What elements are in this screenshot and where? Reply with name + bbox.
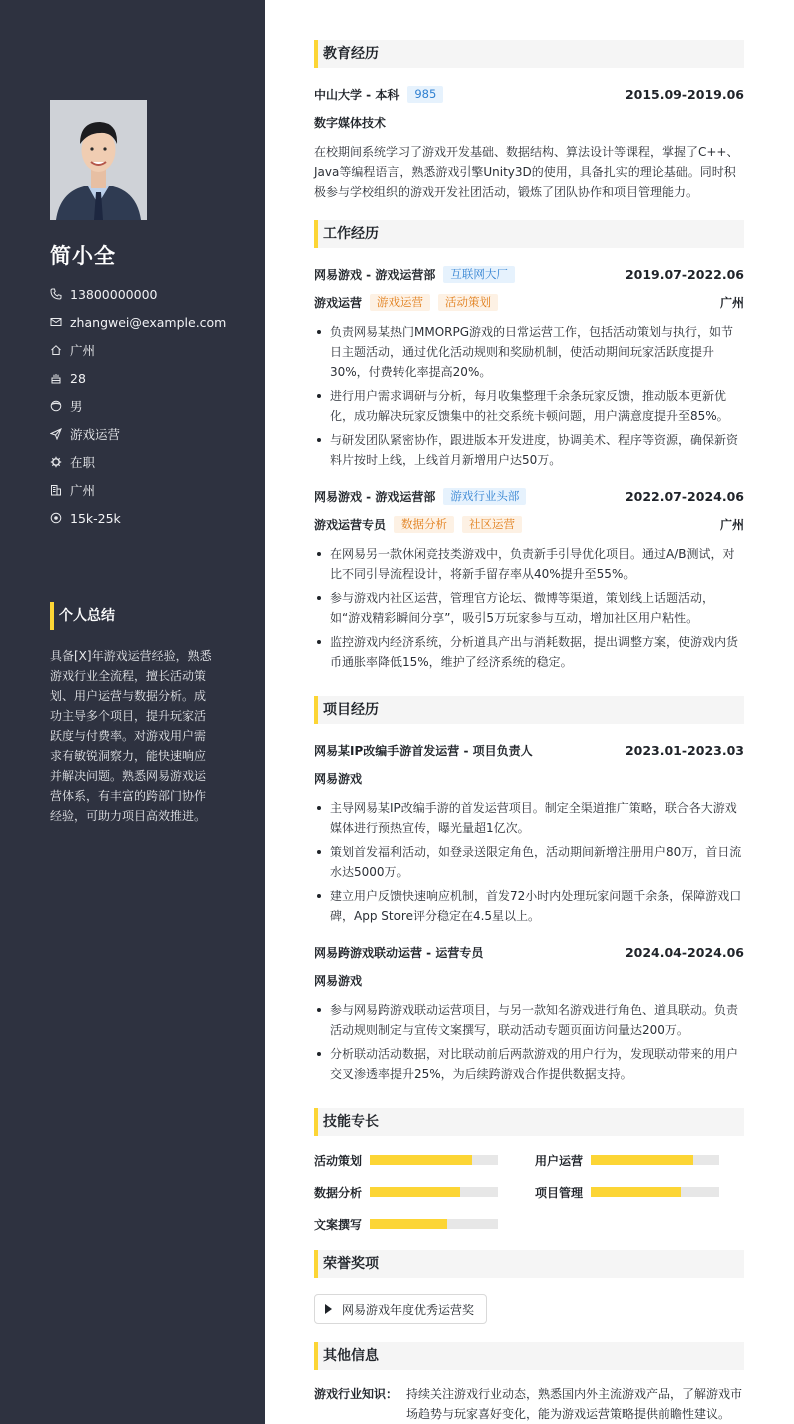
education-title: 教育经历 <box>314 40 744 68</box>
company-name: 网易游戏 - 游戏运营部 <box>314 267 436 282</box>
info-text: 15k-25k <box>70 510 121 526</box>
list-item: 与研发团队紧密协作，跟进版本开发进度，协调美术、程序等资源，确保新资料片按时上线，上线首月新增用户达50万。 <box>314 430 744 470</box>
skill-bar <box>370 1155 498 1165</box>
other-label: 游戏行业知识： <box>314 1387 399 1401</box>
building-icon <box>50 484 62 496</box>
list-item: 监控游戏内经济系统，分析道具产出与消耗数据，提出调整方案，使游戏内货币通胀率降低15%，维护了经济系统的稳定。 <box>314 632 744 672</box>
project-name: 网易跨游戏联动运营 - 运营专员 <box>314 945 484 960</box>
profile-name: 简小全 <box>50 244 116 268</box>
summary-text: 具备[X]年游戏运营经验，熟悉游戏行业全流程，擅长活动策划、用户运营与数据分析。成功主导多个项目，提升玩家活跃度与付费率。对游戏用户需求有敏锐洞察力，能快速响应并解决问题。熟悉网易游戏运营体系，有丰富的跨部门协作经验，可助力项目高效推进。 <box>50 649 212 823</box>
info-text: zhangwei@example.com <box>70 314 227 330</box>
skill-item <box>314 1146 535 1174</box>
info-item-email <box>50 308 226 336</box>
main-content <box>314 40 744 1424</box>
skill-bar-fill <box>370 1219 447 1229</box>
other-text: 持续关注游戏行业动态，熟悉国内外主流游戏产品，了解游戏市场趋势与玩家喜好变化，能为游戏运营策略提供前瞻性建议。 <box>406 1387 743 1421</box>
info-text: 男 <box>70 399 83 414</box>
contact-info-list <box>50 280 226 532</box>
role-tag: 活动策划 <box>438 294 498 311</box>
info-item-gender <box>50 392 226 420</box>
mail-icon <box>50 316 62 328</box>
skills-title: 技能专长 <box>314 1108 744 1136</box>
project-date: 2024.04-2024.06 <box>624 944 744 960</box>
project-date: 2023.01-2023.03 <box>624 742 744 758</box>
role-tag: 游戏运营 <box>370 294 430 311</box>
info-text: 13800000000 <box>70 286 158 302</box>
info-item-work-city <box>50 476 226 504</box>
info-item-phone <box>50 280 226 308</box>
skill-bar <box>591 1187 719 1197</box>
info-item-status <box>50 448 226 476</box>
major: 数字媒体技术 <box>314 115 387 130</box>
list-item: 进行用户需求调研与分析，每月收集整理千余条玩家反馈，推动版本更新优化，成功解决玩家反馈集中的社交系统卡顿问题，用户满意度提升至85%。 <box>314 386 744 426</box>
education-desc: 在校期间系统学习了游戏开发基础、数据结构、算法设计等课程，掌握了C++、Java等编程语言，熟悉游戏引擎Unity3D的使用，具备扎实的理论基础。同时积极参与学校组织的游戏开发社团活动，锻炼了团队协作和项目管理能力。 <box>314 145 739 199</box>
sidebar <box>0 0 265 1424</box>
award-label: 网易游戏年度优秀运营奖 <box>342 1302 475 1317</box>
info-item-city <box>50 336 226 364</box>
skill-label: 用户运营 <box>535 1153 584 1168</box>
work-role-row <box>314 288 744 316</box>
project-header <box>314 938 744 966</box>
skill-item <box>535 1178 744 1206</box>
role: 游戏运营专员 <box>314 517 387 532</box>
list-item: 负责网易某热门MMORPG游戏的日常运营工作，包括活动策划与执行，如节日主题活动，通过优化活动规则和奖励机制，使活动期间玩家活跃度提升30%，付费转化率提高20%。 <box>314 322 744 382</box>
info-item-salary <box>50 504 226 532</box>
skill-label: 文案撰写 <box>314 1217 363 1232</box>
school-tag: 985 <box>407 86 443 103</box>
summary-title: 个人总结 <box>50 602 115 630</box>
list-item: 主导网易某IP改编手游的首发运营项目。制定全渠道推广策略，联合各大游戏媒体进行预热宣传，曝光量超1亿次。 <box>314 798 744 838</box>
award-item[interactable] <box>314 1294 487 1324</box>
company-tag: 游戏行业头部 <box>443 488 526 505</box>
list-item: 建立用户反馈快速响应机制，首发72小时内处理玩家问题千余条，保障游戏口碑，App Store评分稳定在4.5星以上。 <box>314 886 744 926</box>
play-icon <box>325 1304 332 1314</box>
skill-item <box>314 1210 535 1238</box>
work-item <box>314 260 744 470</box>
info-text: 广州 <box>70 343 96 358</box>
education-date: 2015.09-2019.06 <box>624 86 744 102</box>
info-text: 在职 <box>70 455 96 470</box>
skill-item <box>314 1178 535 1206</box>
work-bullets <box>314 544 744 672</box>
work-city: 广州 <box>719 517 744 532</box>
other-info <box>314 1384 744 1424</box>
work-date: 2022.07-2024.06 <box>624 488 744 504</box>
role-tag: 数据分析 <box>394 516 454 533</box>
project-org: 网易游戏 <box>314 771 363 786</box>
project-item <box>314 736 744 926</box>
work-header <box>314 260 744 288</box>
project-name: 网易某IP改编手游首发运营 - 项目负责人 <box>314 743 533 758</box>
project-bullets <box>314 798 744 926</box>
project-bullets <box>314 1000 744 1084</box>
other-title: 其他信息 <box>314 1342 744 1370</box>
phone-icon <box>50 288 62 300</box>
skill-label: 活动策划 <box>314 1153 363 1168</box>
skill-bar <box>591 1155 719 1165</box>
project-org-row <box>314 764 744 792</box>
home-icon <box>50 344 62 356</box>
skill-label: 数据分析 <box>314 1185 363 1200</box>
work-role-row <box>314 510 744 538</box>
skill-bar-fill <box>370 1155 472 1165</box>
work-date: 2019.07-2022.06 <box>624 266 744 282</box>
work-header <box>314 482 744 510</box>
school-name: 中山大学 - 本科 <box>314 87 400 102</box>
info-text: 广州 <box>70 483 96 498</box>
work-item <box>314 482 744 672</box>
work-bullets <box>314 322 744 470</box>
info-text: 28 <box>70 370 86 386</box>
role: 游戏运营 <box>314 295 363 310</box>
info-item-job <box>50 420 226 448</box>
list-item: 分析联动活动数据，对比联动前后两款游戏的用户行为，发现联动带来的用户交叉渗透率提升25%，为后续跨游戏合作提供数据支持。 <box>314 1044 744 1084</box>
project-org-row <box>314 966 744 994</box>
salary-icon <box>50 512 62 524</box>
info-text: 游戏运营 <box>70 427 121 442</box>
work-city: 广州 <box>719 295 744 310</box>
list-item: 策划首发福利活动，如登录送限定角色，活动期间新增注册用户80万，首日流水达5000万。 <box>314 842 744 882</box>
awards-title: 荣誉奖项 <box>314 1250 744 1278</box>
project-header <box>314 736 744 764</box>
company-tag: 互联网大厂 <box>443 266 515 283</box>
skill-bar <box>370 1187 498 1197</box>
info-item-age <box>50 364 226 392</box>
skill-bar-fill <box>370 1187 460 1197</box>
project-org: 网易游戏 <box>314 973 363 988</box>
avatar <box>50 100 147 220</box>
skill-bar-fill <box>591 1187 681 1197</box>
list-item: 参与网易跨游戏联动运营项目，与另一款知名游戏进行角色、道具联动。负责活动规则制定与宣传文案撰写，联动活动专题页面访问量达200万。 <box>314 1000 744 1040</box>
age-icon <box>50 372 62 384</box>
send-icon <box>50 428 62 440</box>
status-icon <box>50 456 62 468</box>
education-header <box>314 80 744 108</box>
skills-grid <box>314 1146 744 1238</box>
work-title: 工作经历 <box>314 220 744 248</box>
role-tag: 社区运营 <box>462 516 522 533</box>
project-item <box>314 938 744 1084</box>
list-item: 参与游戏内社区运营，管理官方论坛、微博等渠道，策划线上话题活动，如“游戏精彩瞬间分享”，吸引5万玩家参与互动，增加社区用户粘性。 <box>314 588 744 628</box>
skill-bar <box>370 1219 498 1229</box>
projects-title: 项目经历 <box>314 696 744 724</box>
list-item: 在网易另一款休闲竞技类游戏中，负责新手引导优化项目。通过A/B测试，对比不同引导流程设计，将新手留存率从40%提升至55%。 <box>314 544 744 584</box>
skill-bar-fill <box>591 1155 693 1165</box>
skill-item <box>535 1146 744 1174</box>
gender-icon <box>50 400 62 412</box>
company-name: 网易游戏 - 游戏运营部 <box>314 489 436 504</box>
skill-label: 项目管理 <box>535 1185 584 1200</box>
education-major-row <box>314 108 744 136</box>
